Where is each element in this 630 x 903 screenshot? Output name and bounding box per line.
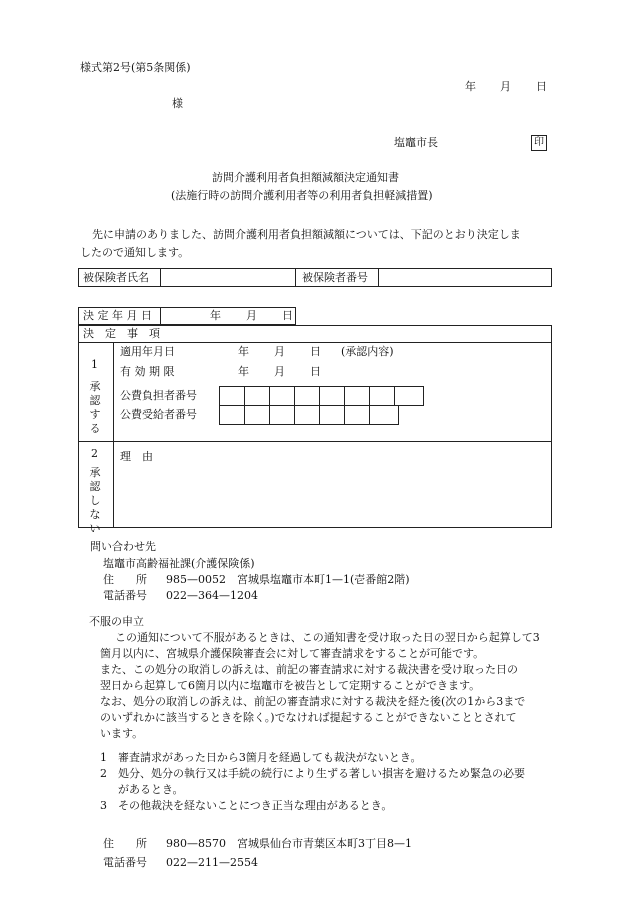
payer-digit-box[interactable] — [244, 386, 270, 406]
seal-stamp: 印 — [531, 135, 547, 151]
council-address: 980—8570 宮城県仙台市青葉区本町3丁目8—1 — [166, 837, 412, 850]
valid-month: 月 — [274, 365, 285, 378]
payer-digit-box[interactable] — [219, 386, 245, 406]
appeal-heading: 不服の申立 — [89, 615, 144, 628]
recipient-digit-box[interactable] — [344, 405, 370, 425]
appeal-p3-line1: なお、処分の取消しの訴えは、前記の審査請求に対する裁決を経た後(次の1から3まで — [100, 695, 526, 708]
contact-phone: 022—364—1204 — [166, 589, 258, 602]
document-title: 訪問介護利用者負担額減額決定通知書 — [212, 171, 399, 184]
appeal-item-2-line1: 2 処分、処分の執行又は手続の続行により生ずる著しい損害を避けるため緊急の必要 — [100, 767, 525, 780]
payer-digit-box[interactable] — [294, 386, 320, 406]
issuer-name: 塩竈市長 — [394, 136, 438, 149]
apply-date-label: 適用年月日 — [120, 345, 175, 358]
appeal-item-1: 1 審査請求があった日から3箇月を経過しても裁決がないとき。 — [100, 751, 422, 764]
recipient-digit-box[interactable] — [319, 405, 345, 425]
reason-label: 理 由 — [120, 450, 153, 463]
valid-period-label: 有 効 期 限 — [120, 365, 175, 378]
recipient-digit-box[interactable] — [369, 405, 399, 425]
payer-digit-box[interactable] — [269, 386, 295, 406]
appeal-p1-line1: この通知について不服があるときは、この通知書を受け取った日の翌日から起算して3 — [115, 631, 540, 644]
apply-month: 月 — [274, 345, 285, 358]
appeal-item-2-line2: があるとき。 — [118, 783, 184, 796]
insured-name-label: 被保険者氏名 — [83, 271, 149, 284]
council-address-label: 住 所 — [103, 837, 147, 850]
contact-phone-label: 電話番号 — [103, 589, 147, 602]
recipient-digit-box[interactable] — [219, 405, 245, 425]
date-day: 日 — [536, 80, 547, 93]
decision-month: 月 — [246, 309, 257, 322]
reject-number: 2 — [91, 447, 98, 460]
valid-year: 年 — [238, 365, 249, 378]
appeal-p2-line2: 翌日から起算して6箇月以内に塩竈市を被告として定期することができます。 — [100, 679, 481, 692]
intro-line-2: したので通知します。 — [80, 246, 190, 259]
appeal-p2-line1: また、この処分の取消しの訴えは、前記の審査請求に対する裁決書を受け取った日の — [100, 663, 518, 676]
recipient-digit-box[interactable] — [294, 405, 320, 425]
recipient-number-label: 公費受給者番号 — [120, 408, 197, 421]
decision-day: 日 — [282, 309, 293, 322]
appeal-p1-line2: 箇月以内に、宮城県介護保険審査会に対して審査請求をすることが可能です。 — [100, 647, 485, 660]
apply-year: 年 — [238, 345, 249, 358]
contact-dept: 塩竈市高齢福祉課(介護保険係) — [103, 557, 255, 570]
payer-digit-box[interactable] — [369, 386, 395, 406]
recipient-digit-box[interactable] — [269, 405, 295, 425]
decision-items-label: 決 定 事 項 — [83, 327, 160, 340]
contact-address-label: 住 所 — [103, 573, 147, 586]
council-phone-label: 電話番号 — [103, 856, 147, 869]
appeal-p3-line3: います。 — [100, 727, 144, 740]
approve-label: 承認する — [89, 380, 101, 435]
approval-content-label: (承認内容) — [341, 345, 394, 358]
document-subtitle: (法施行時の訪問介護利用者等の利用者負担軽減措置) — [171, 189, 433, 202]
recipient-digit-box[interactable] — [244, 405, 270, 425]
council-phone: 022—211—2554 — [166, 856, 258, 869]
date-year: 年 — [465, 80, 476, 93]
addressee-suffix: 様 — [172, 97, 183, 110]
payer-digit-box[interactable] — [344, 386, 370, 406]
decision-year: 年 — [210, 309, 221, 322]
date-month: 月 — [500, 80, 511, 93]
payer-number-label: 公費負担者番号 — [120, 389, 197, 402]
appeal-item-3: 3 その他裁決を経ないことにつき正当な理由があるとき。 — [100, 799, 393, 812]
appeal-p3-line2: のいずれかに該当するときを除く。)でなければ提起することができないこととされて — [100, 711, 517, 724]
approve-number: 1 — [91, 358, 98, 371]
contact-address: 985—0052 宮城県塩竈市本町1—1(壱番館2階) — [166, 573, 410, 586]
intro-line-1: 先に申請のありました、訪問介護利用者負担額減額については、下記のとおり決定しま — [92, 228, 521, 241]
insured-number-label: 被保険者番号 — [302, 271, 368, 284]
valid-day: 日 — [310, 365, 321, 378]
payer-digit-box[interactable] — [394, 386, 424, 406]
form-number: 様式第2号(第5条関係) — [80, 61, 191, 74]
payer-digit-box[interactable] — [319, 386, 345, 406]
decision-date-label: 決 定 年 月 日 — [83, 309, 152, 322]
contact-heading: 問い合わせ先 — [90, 540, 156, 553]
apply-day: 日 — [310, 345, 321, 358]
reject-label: 承認しない — [89, 466, 101, 535]
